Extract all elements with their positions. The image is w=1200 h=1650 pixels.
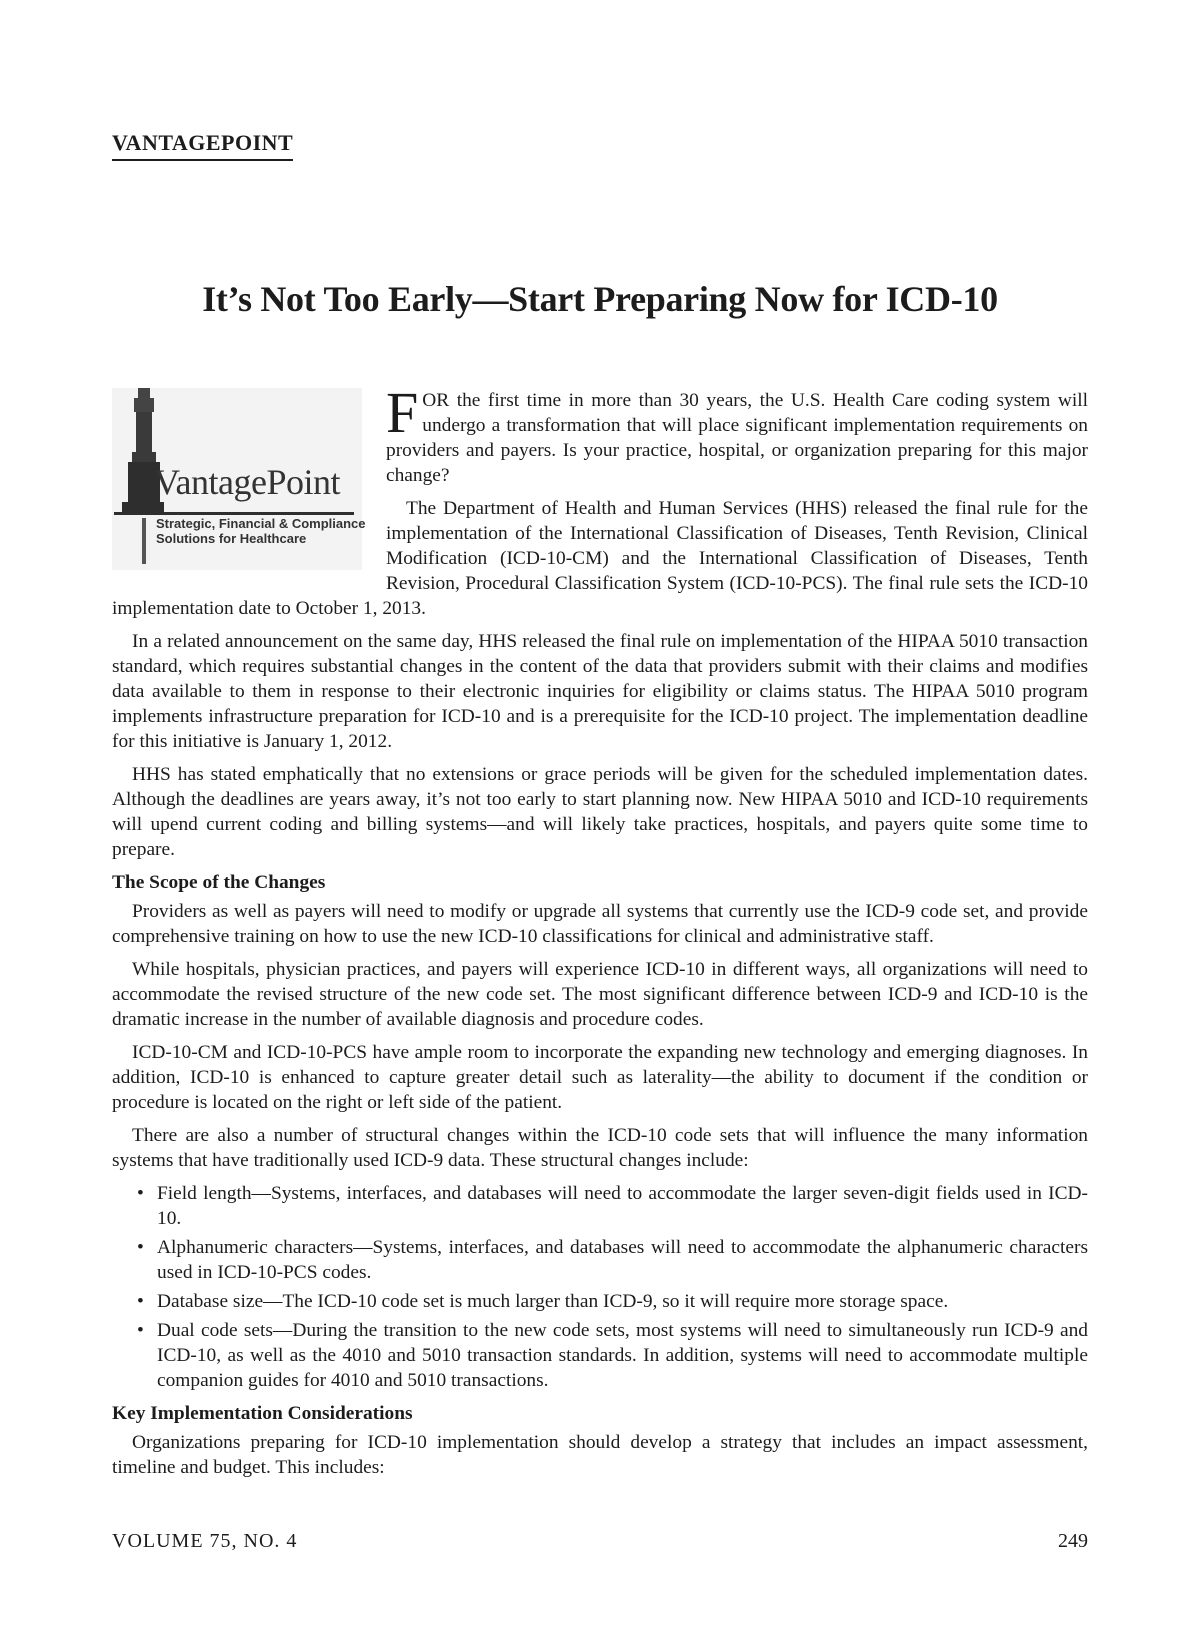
heading-scope-of-changes: The Scope of the Changes <box>112 872 326 893</box>
body-paragraph: While hospitals, physician practices, and payers will experience ICD-10 in different ways, all organizations will need to accommodate the revised structure of the new code set. The most significant difference between ICD-9 and ICD-10 is the dramatic increase in the number of available diagnosis and procedure codes. <box>112 959 1088 1030</box>
body-paragraph: There are also a number of structural changes within the ICD-10 code sets that will influence the many information systems that have traditionally used ICD-9 data. These structural changes include: <box>112 1125 1088 1171</box>
heading-key-implementation: Key Implementation Considerations <box>112 1403 413 1424</box>
vantagepoint-logo <box>112 388 366 570</box>
intro-text: OR the first time in more than 30 years, the U.S. Health Care coding system will undergo a transformation that will place significant implementation requirements on providers and payers. Is your practice, hospital, or organization preparing for this major change? <box>386 390 1088 486</box>
list-item: • Dual code sets—During the transition to the new code sets, most systems will need to simultaneously run ICD-9 and ICD-10, as well as the 4010 and 5010 transaction standards. In addition, systems will need to accommodate multiple companion guides for 4010 and 5010 transactions. <box>157 1318 1088 1393</box>
body-paragraph: Providers as well as payers will need to modify or upgrade all systems that currently use the ICD-9 code set, and provide comprehensive training on how to use the new ICD-10 classifications for clinical and administrative staff. <box>112 901 1088 947</box>
logo-name: VantagePoint <box>154 462 340 502</box>
body-paragraph: The Department of Health and Human Services (HHS) released the final rule for the implementation of the International Classification of Diseases, Tenth Revision, Clinical Modification (ICD-10-CM) and the International Classification of Diseases, Tenth Revision, Procedural Classification System (ICD-10-PCS). The final rule sets the ICD-10 implementation date to October 1, 2013. <box>112 498 1088 619</box>
list-item: • Database size—The ICD-10 code set is much larger than ICD-9, so it will require more storage space. <box>157 1289 1088 1314</box>
structural-changes-list <box>112 1181 1088 1393</box>
drop-cap: F <box>386 380 419 445</box>
article-title: It’s Not Too Early—Start Preparing Now for ICD-10 <box>202 279 998 319</box>
article-body <box>112 380 1088 1488</box>
body-paragraph: ICD-10-CM and ICD-10-PCS have ample room to incorporate the expanding new technology and emerging diagnoses. In addition, ICD-10 is enhanced to capture greater detail such as laterality—the ability to document if the condition or procedure is located on the right or left side of the patient. <box>112 1042 1088 1113</box>
logo-tagline <box>156 516 366 546</box>
footer-volume: VOLUME 75, NO. 4 <box>112 1530 298 1552</box>
body-paragraph: In a related announcement on the same day, HHS released the final rule on implementation of the HIPAA 5010 transaction standard, which requires substantial changes in the content of the data that providers submit with their claims and modifies data available to them in response to their electronic inquiries for eligibility or claims status. The HIPAA 5010 program implements infrastructure preparation for ICD-10 and is a prerequisite for the ICD-10 project. The implementation deadline for this initiative is January 1, 2012. <box>112 631 1088 752</box>
list-item: • Alphanumeric characters—Systems, interfaces, and databases will need to accommodate the alphanumeric characters used in ICD-10-PCS codes. <box>157 1235 1088 1285</box>
body-paragraph: HHS has stated emphatically that no extensions or grace periods will be given for the scheduled implementation dates. Although the deadlines are years away, it’s not too early to start planning now. New HIPAA 5010 and ICD-10 requirements will upend current coding and billing systems—and will likely take practices, hospitals, and payers quite some time to prepare. <box>112 764 1088 860</box>
section-label: VANTAGEPOINT <box>112 130 293 161</box>
logo-tagline-line-2: Solutions for Healthcare <box>156 531 307 546</box>
footer-page-number: 249 <box>1058 1530 1088 1552</box>
list-item: • Field length—Systems, interfaces, and databases will need to accommodate the larger seven-digit fields used in ICD-10. <box>157 1181 1088 1231</box>
logo-tagline-line-1: Strategic, Financial & Compliance <box>156 516 366 531</box>
body-paragraph: Organizations preparing for ICD-10 implementation should develop a strategy that includes an impact assessment, timeline and budget. This includes: <box>112 1432 1088 1478</box>
